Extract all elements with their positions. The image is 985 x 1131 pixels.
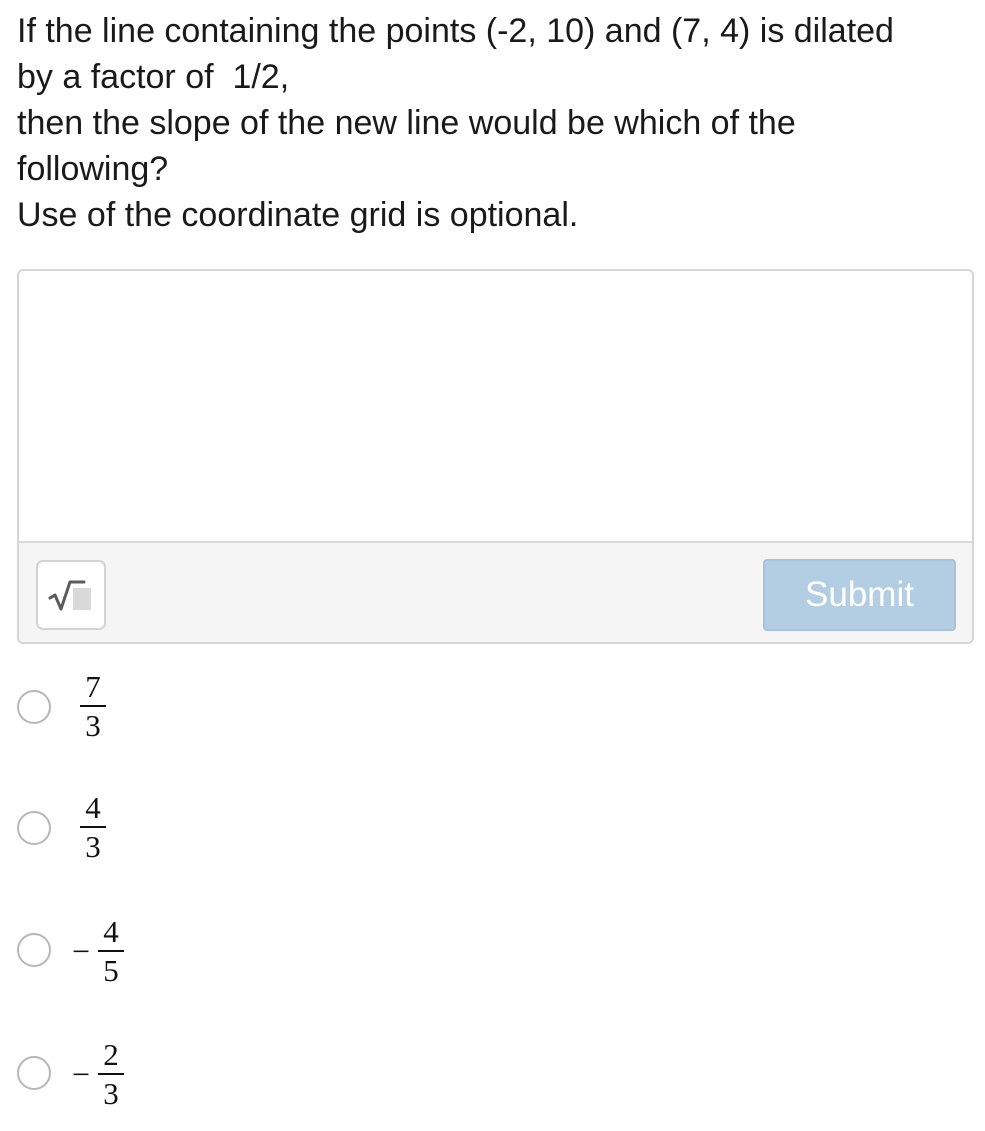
radio-button[interactable] xyxy=(17,690,51,724)
minus-sign: − xyxy=(72,1055,91,1092)
fraction-numerator: 4 xyxy=(103,913,119,949)
answer-choice[interactable] xyxy=(17,787,417,867)
minus-sign: − xyxy=(72,932,91,969)
question-line: Use of the coordinate grid is optional. xyxy=(17,196,579,234)
radio-button[interactable] xyxy=(17,933,51,967)
fraction xyxy=(98,1036,124,1111)
fraction xyxy=(80,789,106,864)
answer-choice[interactable] xyxy=(17,666,417,746)
radio-button[interactable] xyxy=(17,1056,51,1090)
fraction-numerator: 7 xyxy=(85,668,101,704)
question-line: by a factor of 1/2, xyxy=(17,58,290,96)
radio-button[interactable] xyxy=(17,811,51,845)
choice-expression xyxy=(72,1034,124,1114)
answer-input-area[interactable] xyxy=(19,271,972,541)
fraction-denominator: 3 xyxy=(85,828,101,864)
fraction-denominator: 5 xyxy=(103,952,119,988)
math-keyboard-button[interactable] xyxy=(36,560,106,630)
fraction-numerator: 4 xyxy=(85,789,101,825)
square-root-icon xyxy=(48,580,96,612)
fraction xyxy=(80,668,106,743)
question-text xyxy=(17,8,972,238)
question-line: If the line containing the points (-2, 10) and (7, 4) is dilated xyxy=(17,12,894,50)
question-line: following? xyxy=(17,150,169,188)
fraction-denominator: 3 xyxy=(85,707,101,743)
answer-toolbar xyxy=(19,541,972,642)
answer-choice[interactable] xyxy=(17,911,417,991)
answer-choice[interactable] xyxy=(17,1034,417,1114)
fraction-numerator: 2 xyxy=(103,1036,119,1072)
question-line: then the slope of the new line would be which of the xyxy=(17,104,796,142)
answer-box xyxy=(17,269,974,644)
choice-expression xyxy=(72,666,106,746)
choice-expression xyxy=(72,787,106,867)
choice-expression xyxy=(72,911,124,991)
fraction xyxy=(98,913,124,988)
submit-button[interactable]: Submit xyxy=(763,559,956,631)
fraction-denominator: 3 xyxy=(103,1075,119,1111)
